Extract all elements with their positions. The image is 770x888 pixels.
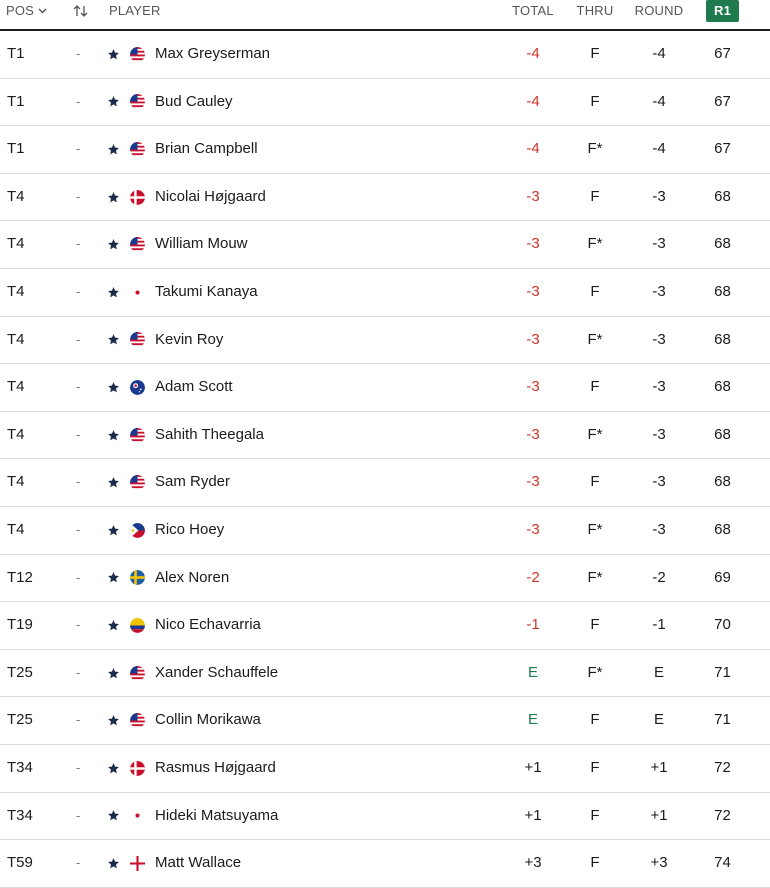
sweden-flag-icon <box>130 555 146 602</box>
player-name[interactable]: Hideki Matsuyama <box>155 806 279 824</box>
favorite-star-icon[interactable] <box>107 840 123 887</box>
player-row[interactable] <box>0 79 770 127</box>
player-row[interactable] <box>0 459 770 507</box>
thru-status: F* <box>587 663 603 681</box>
denmark-flag-icon <box>130 174 146 221</box>
player-name[interactable]: Sam Ryder <box>155 473 231 491</box>
total-score: -4 <box>526 92 540 110</box>
round-1-strokes: 72 <box>714 806 731 824</box>
total-score: +1 <box>524 758 542 776</box>
round-score: -2 <box>652 568 666 586</box>
movement: - <box>76 188 81 204</box>
philippines-flag-icon <box>130 507 146 554</box>
position: T12 <box>7 568 33 586</box>
favorite-star-icon[interactable] <box>107 221 123 268</box>
total-score: +3 <box>524 854 542 872</box>
movement: - <box>76 664 81 680</box>
round-score: -3 <box>652 187 666 205</box>
position: T34 <box>7 758 33 776</box>
usa-flag-icon <box>130 317 146 364</box>
player-name[interactable]: William Mouw <box>155 235 248 253</box>
total-score: E <box>527 711 538 729</box>
position: T4 <box>7 187 25 205</box>
thru-status: F* <box>587 520 603 538</box>
position: T4 <box>7 330 25 348</box>
position: T1 <box>7 45 25 62</box>
usa-flag-icon <box>130 412 146 459</box>
favorite-star-icon[interactable] <box>107 555 123 602</box>
favorite-star-icon[interactable] <box>107 31 123 78</box>
position: T4 <box>7 378 25 396</box>
round-score: -3 <box>652 473 666 491</box>
player-row[interactable] <box>0 745 770 793</box>
round-score: -4 <box>652 45 666 62</box>
total-score: -3 <box>526 330 540 348</box>
total-score: -3 <box>526 378 540 396</box>
position: T4 <box>7 473 25 491</box>
movement: - <box>76 712 81 728</box>
round-score: -3 <box>652 520 666 538</box>
round-1-strokes: 72 <box>714 758 731 776</box>
movement: - <box>76 283 81 299</box>
player-row[interactable] <box>0 364 770 412</box>
player-row[interactable] <box>0 840 770 888</box>
favorite-star-icon[interactable] <box>107 79 123 126</box>
round-1-strokes: 68 <box>714 235 731 253</box>
player-name[interactable]: Collin Morikawa <box>155 711 261 729</box>
thru-status: F <box>590 187 600 205</box>
thru-status: F <box>590 616 600 634</box>
favorite-star-icon[interactable] <box>107 602 123 649</box>
movement: - <box>76 236 81 252</box>
round-score: +3 <box>650 854 668 872</box>
total-score: -3 <box>526 282 540 300</box>
total-score: -3 <box>526 425 540 443</box>
player-row[interactable] <box>0 31 770 79</box>
total-score: -4 <box>526 140 540 158</box>
movement: - <box>76 807 81 823</box>
position: T1 <box>7 92 25 110</box>
usa-flag-icon <box>130 79 146 126</box>
thru-status: F* <box>587 330 603 348</box>
colombia-flag-icon <box>130 602 146 649</box>
round-score: +1 <box>650 758 668 776</box>
favorite-star-icon[interactable] <box>107 459 123 506</box>
player-name[interactable]: Rasmus Højgaard <box>155 758 276 776</box>
position: T25 <box>7 711 33 729</box>
round-score: -3 <box>652 378 666 396</box>
japan-flag-icon <box>130 793 146 840</box>
favorite-star-icon[interactable] <box>107 269 123 316</box>
player-name[interactable]: Takumi Kanaya <box>155 282 258 300</box>
pos-header-label: POS <box>6 3 35 18</box>
thru-status: F <box>590 282 600 300</box>
usa-flag-icon <box>130 697 146 744</box>
thru-status: F <box>590 806 600 824</box>
position: T4 <box>7 282 25 300</box>
movement: - <box>76 46 81 61</box>
total-score: -4 <box>526 45 540 62</box>
round-1-tab[interactable]: R1 <box>706 0 739 22</box>
round-score: -3 <box>652 330 666 348</box>
movement: - <box>76 379 81 395</box>
round-score: E <box>653 663 664 681</box>
movement: - <box>76 855 81 871</box>
movement: - <box>76 759 81 775</box>
total-score: E <box>527 663 538 681</box>
player-name[interactable]: Kevin Roy <box>155 330 224 348</box>
favorite-star-icon[interactable] <box>107 317 123 364</box>
usa-flag-icon <box>130 221 146 268</box>
position: T34 <box>7 806 33 824</box>
thru-status: F <box>590 378 600 396</box>
favorite-star-icon[interactable] <box>107 793 123 840</box>
round-1-strokes: 71 <box>714 711 731 729</box>
player-row[interactable] <box>0 697 770 745</box>
position: T1 <box>7 140 25 158</box>
player-row[interactable] <box>0 650 770 698</box>
player-row[interactable] <box>0 126 770 174</box>
favorite-star-icon[interactable] <box>107 412 123 459</box>
total-score: -3 <box>526 235 540 253</box>
round-1-strokes: 68 <box>714 473 731 491</box>
player-name[interactable]: Adam Scott <box>155 378 233 396</box>
player-rows <box>0 31 770 888</box>
player-row[interactable] <box>0 317 770 365</box>
player-row[interactable] <box>0 555 770 603</box>
position: T4 <box>7 520 25 538</box>
player-row[interactable] <box>0 269 770 317</box>
total-score: -2 <box>526 568 540 586</box>
thru-status: F <box>590 854 600 872</box>
total-score: -3 <box>526 473 540 491</box>
thru-status: F* <box>587 425 603 443</box>
player-name[interactable]: Matt Wallace <box>155 854 242 872</box>
movement: - <box>76 521 81 537</box>
movement: - <box>76 474 81 490</box>
round-1-strokes: 68 <box>714 520 731 538</box>
favorite-star-icon[interactable] <box>107 650 123 697</box>
player-name[interactable]: Sahith Theegala <box>155 425 264 443</box>
sort-by-position-button[interactable] <box>6 3 47 18</box>
movement: - <box>76 569 81 585</box>
total-score: +1 <box>524 806 542 824</box>
thru-header: THRU <box>576 3 614 18</box>
movement: - <box>76 617 81 633</box>
player-row[interactable] <box>0 507 770 555</box>
player-name[interactable]: Rico Hoey <box>155 520 225 538</box>
thru-status: F* <box>587 140 603 158</box>
player-header: PLAYER <box>109 3 161 18</box>
round-1-strokes: 71 <box>714 663 731 681</box>
thru-status: F <box>590 473 600 491</box>
leaderboard-header <box>0 0 770 31</box>
favorite-star-icon[interactable] <box>107 697 123 744</box>
round-1-strokes: 67 <box>714 92 731 110</box>
usa-flag-icon <box>130 459 146 506</box>
position: T59 <box>7 854 33 872</box>
round-score: -3 <box>652 425 666 443</box>
round-1-strokes: 68 <box>714 330 731 348</box>
movement: - <box>76 426 81 442</box>
player-name[interactable]: Nicolai Højgaard <box>155 187 266 205</box>
favorite-star-icon[interactable] <box>107 507 123 554</box>
round-score: -1 <box>652 616 666 634</box>
player-row[interactable] <box>0 793 770 841</box>
thru-status: F <box>590 758 600 776</box>
position: T25 <box>7 663 33 681</box>
round-score: E <box>653 711 664 729</box>
round-1-strokes: 74 <box>714 854 731 872</box>
thru-status: F* <box>587 235 603 253</box>
favorite-star-icon[interactable] <box>107 126 123 173</box>
england-flag-icon <box>130 840 146 887</box>
player-name[interactable]: Bud Cauley <box>155 92 233 110</box>
usa-flag-icon <box>130 650 146 697</box>
australia-flag-icon <box>130 364 146 411</box>
round-score: -3 <box>652 282 666 300</box>
thru-status: F <box>590 92 600 110</box>
player-row[interactable] <box>0 221 770 269</box>
round-score: +1 <box>650 806 668 824</box>
thru-status: F <box>590 45 600 62</box>
denmark-flag-icon <box>130 745 146 792</box>
movement: - <box>76 331 81 347</box>
thru-status: F <box>590 711 600 729</box>
japan-flag-icon <box>130 269 146 316</box>
movement: - <box>76 141 81 157</box>
total-score: -1 <box>526 616 540 634</box>
favorite-star-icon[interactable] <box>107 745 123 792</box>
player-name[interactable]: Brian Campbell <box>155 140 258 158</box>
round-1-strokes: 67 <box>714 140 731 158</box>
round-1-strokes: 68 <box>714 187 731 205</box>
position: T4 <box>7 235 25 253</box>
chevron-down-icon <box>38 8 47 14</box>
sort-arrows-icon[interactable] <box>72 4 90 21</box>
usa-flag-icon <box>130 31 146 78</box>
round-score: -4 <box>652 140 666 158</box>
favorite-star-icon[interactable] <box>107 174 123 221</box>
total-score: -3 <box>526 520 540 538</box>
round-1-strokes: 70 <box>714 616 731 634</box>
round-header: ROUND <box>634 3 684 18</box>
movement: - <box>76 93 81 109</box>
round-1-strokes: 69 <box>714 568 731 586</box>
player-row[interactable] <box>0 174 770 222</box>
round-1-strokes: 68 <box>714 425 731 443</box>
round-1-strokes: 68 <box>714 282 731 300</box>
player-name[interactable]: Nico Echavarria <box>155 616 261 634</box>
player-row[interactable] <box>0 602 770 650</box>
round-1-strokes: 68 <box>714 378 731 396</box>
usa-flag-icon <box>130 126 146 173</box>
position: T19 <box>7 616 33 634</box>
player-name[interactable]: Alex Noren <box>155 568 230 586</box>
player-row[interactable] <box>0 412 770 460</box>
round-1-strokes: 67 <box>714 45 731 62</box>
round-score: -4 <box>652 92 666 110</box>
round-score: -3 <box>652 235 666 253</box>
thru-status: F* <box>587 568 603 586</box>
position: T4 <box>7 425 25 443</box>
total-score: -3 <box>526 187 540 205</box>
player-name[interactable]: Xander Schauffele <box>155 663 279 681</box>
favorite-star-icon[interactable] <box>107 364 123 411</box>
player-name[interactable]: Max Greyserman <box>155 45 271 62</box>
total-header: TOTAL <box>512 3 554 18</box>
